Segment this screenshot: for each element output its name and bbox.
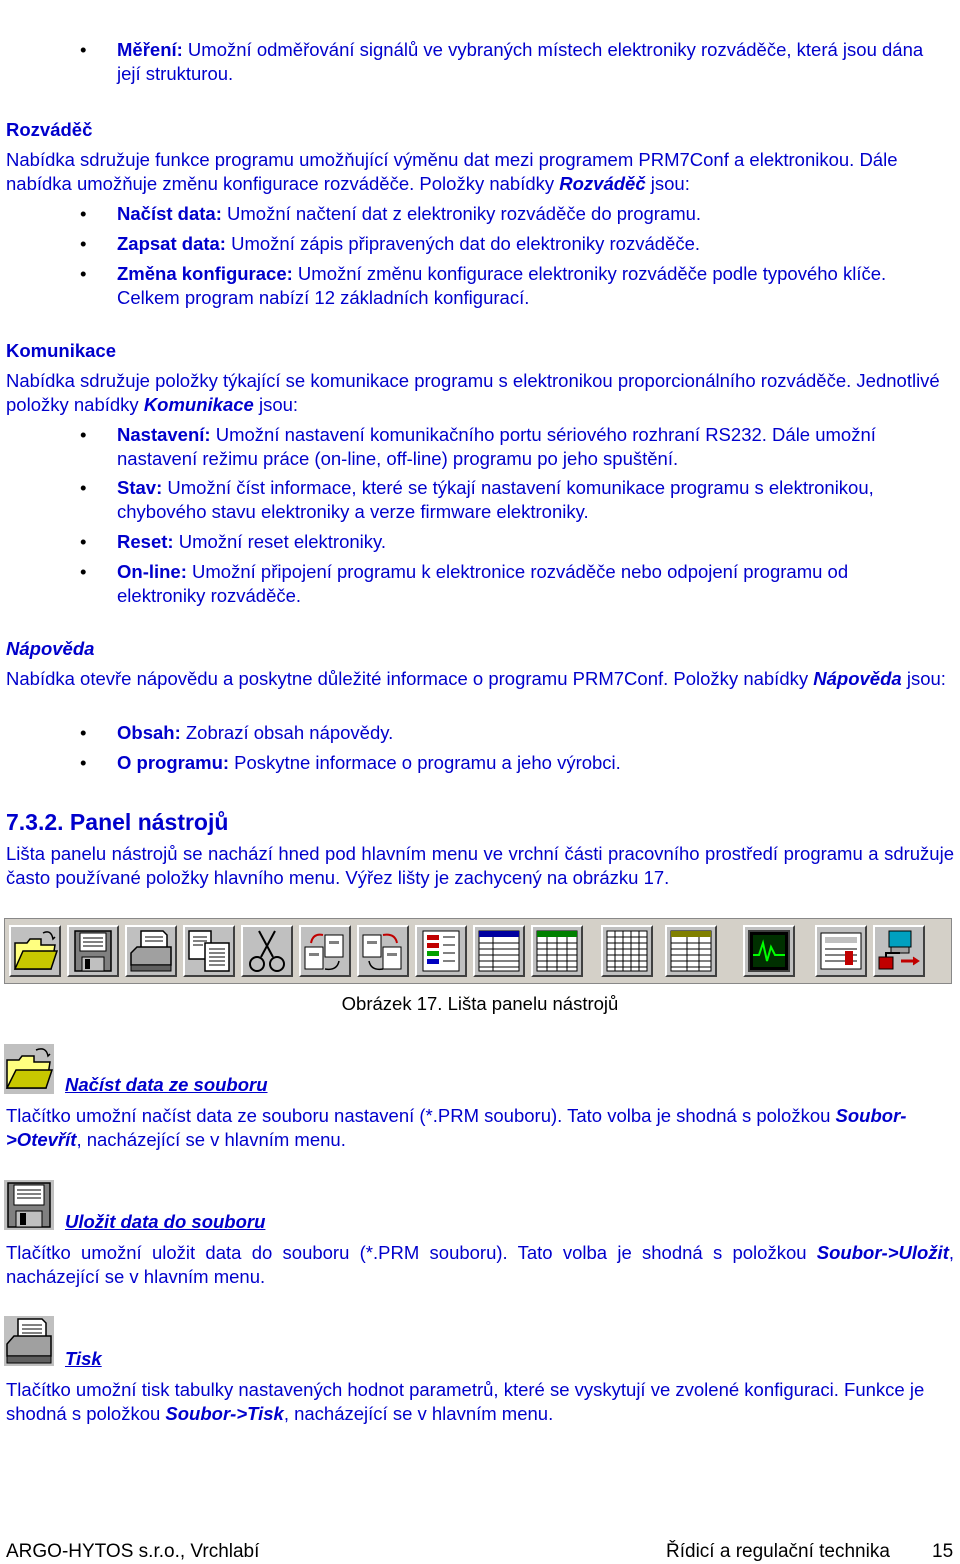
komunikace-paragraph	[6, 369, 954, 417]
item-term: Stav:	[117, 477, 163, 498]
rozvadec-item-zmena	[117, 262, 940, 310]
tisk-paragraph	[6, 1378, 954, 1426]
read-data-icon	[299, 925, 351, 977]
table-icon	[665, 925, 717, 977]
section-paragraph: Lišta panelu nástrojů se nachází hned pod hlavním menu ve vrchní části pracovního prostředí programu a sdružuje často používané položky hlavního menu. Výřez lišty je zachycený na obrázku 17.	[6, 843, 954, 888]
nacist-text-start: Tlačítko umožní načíst data ze souboru nastavení (*.PRM souboru). Tato volba je shodná s položkou	[6, 1105, 836, 1126]
print-icon	[125, 925, 177, 977]
oscilloscope-icon	[743, 925, 795, 977]
item-text: Umožní číst informace, které se týkají nastavení komunikace programu s elektronikou, chybového stavu elektroniky a verze firmware elektroniky.	[117, 477, 874, 522]
item-text: Umožní reset elektroniky.	[173, 531, 387, 552]
rozvadec-item-nacist	[117, 202, 940, 226]
tisk-title: Tisk	[65, 1348, 102, 1369]
item-text: Umožní změnu konfigurace elektroniky rozváděče podle typového klíče. Celkem program nabízí 12 základních konfigurací.	[117, 263, 887, 308]
bullet-dot	[80, 751, 86, 775]
komunikace-item-stav	[117, 476, 940, 524]
napoveda-item-obsah	[117, 721, 940, 745]
tisk-text-term: Soubor->Tisk	[165, 1403, 284, 1424]
napoveda-para-start: Nabídka otevře nápovědu a poskytne důležité informace o programu PRM7Conf. Položky nabídky	[6, 668, 814, 689]
rozvadec-item-zapsat	[117, 232, 940, 256]
komunikace-para-term: Komunikace	[143, 394, 254, 415]
item-text: Poskytne informace o programu a jeho výrobci.	[229, 752, 621, 773]
komunikace-item-nastaveni	[117, 423, 940, 471]
open-folder-icon	[4, 1044, 54, 1094]
footer-subject: Řídicí a regulační technika	[666, 1541, 890, 1562]
ulozit-paragraph	[6, 1241, 954, 1289]
grid-table-icon	[531, 925, 583, 977]
tisk-text-end: , nacházející se v hlavním menu.	[283, 1403, 554, 1424]
item-term: On-line:	[117, 561, 187, 582]
item-text: Umožní zápis připravených dat do elektroniky rozváděče.	[225, 233, 701, 254]
item-term: Nastavení:	[117, 424, 211, 445]
footer-company: ARGO-HYTOS s.r.o., Vrchlabí	[6, 1541, 260, 1562]
mereni-item	[117, 38, 940, 86]
komunikace-item-reset	[117, 530, 940, 554]
bullet-dot	[80, 232, 86, 256]
table-icon	[473, 925, 525, 977]
tisk-text-start: Tlačítko umožní tisk tabulky nastavených hodnot parametrů, které se vyskytují ve zvolené konfiguraci. Funkce je shodná s položkou	[6, 1379, 925, 1424]
mereni-term: Měření:	[117, 39, 183, 60]
ulozit-text-start: Tlačítko umožní uložit data do souboru (*.PRM souboru). Tato volba je shodná s položkou	[6, 1242, 817, 1263]
item-term: Zapsat data:	[117, 233, 226, 254]
measure-chart-icon	[815, 925, 867, 977]
item-term: Reset:	[117, 531, 174, 552]
save-disk-icon	[4, 1180, 54, 1230]
grid-table-icon	[601, 925, 653, 977]
copy-document-icon	[183, 925, 235, 977]
napoveda-para-term: Nápověda	[813, 668, 902, 689]
print-icon	[4, 1316, 54, 1366]
bullet-dot	[80, 38, 86, 62]
bullet-dot	[80, 560, 86, 584]
bullet-dot	[80, 721, 86, 745]
ulozit-text-term: Soubor->Uložit	[816, 1242, 949, 1263]
item-term: Obsah:	[117, 722, 181, 743]
online-connect-icon	[873, 925, 925, 977]
item-text: Umožní nastavení komunikačního portu sériového rozhraní RS232. Dále umožní nastavení režimu práce (on-line, off-line) programu po jeho spuštění.	[117, 424, 876, 469]
item-term: O programu:	[117, 752, 230, 773]
napoveda-heading: Nápověda	[6, 638, 95, 659]
item-term: Změna konfigurace:	[117, 263, 293, 284]
bullet-dot	[80, 530, 86, 554]
rozvadec-para-start: Nabídka sdružuje funkce programu umožňující výměnu dat mezi programem PRM7Conf a elektronikou. Dále nabídka umožňuje změnu konfigurace rozváděče. Položky nabídky	[6, 149, 898, 194]
save-disk-icon	[67, 925, 119, 977]
komunikace-para-end: jsou:	[253, 394, 299, 415]
nacist-paragraph	[6, 1104, 954, 1152]
ulozit-title: Uložit data do souboru	[65, 1211, 266, 1232]
ulozit-text-end: , nacházející se v hlavním menu.	[6, 1242, 954, 1287]
rozvadec-para-term: Rozváděč	[559, 173, 646, 194]
komunikace-heading: Komunikace	[6, 340, 117, 361]
nacist-title: Načíst data ze souboru	[65, 1074, 268, 1095]
rozvadec-para-end: jsou:	[645, 173, 690, 194]
open-folder-icon	[9, 925, 61, 977]
item-text: Zobrazí obsah nápovědy.	[180, 722, 394, 743]
napoveda-item-oprogramu	[117, 751, 940, 775]
rozvadec-paragraph	[6, 148, 954, 196]
napoveda-paragraph	[6, 667, 954, 691]
mereni-text: Umožní odměřování signálů ve vybraných místech elektroniky rozváděče, která jsou dána její strukturou.	[117, 39, 924, 84]
footer-page-number: 15	[932, 1541, 954, 1562]
cut-scissors-icon	[241, 925, 293, 977]
bullet-dot	[80, 202, 86, 226]
write-data-icon	[357, 925, 409, 977]
toolbar-figure	[4, 918, 952, 984]
komunikace-para-start: Nabídka sdružuje položky týkající se komunikace programu s elektronikou proporcionálního rozváděče. Jednotlivé položky nabídky	[6, 370, 940, 415]
figure-caption: Obrázek 17. Lišta panelu nástrojů	[341, 993, 619, 1014]
nacist-text-end: , nacházející se v hlavním menu.	[76, 1129, 346, 1150]
nacist-text-term: Soubor->Otevřít	[6, 1105, 907, 1150]
item-term: Načíst data:	[117, 203, 222, 224]
bullet-dot	[80, 262, 86, 286]
komunikace-item-online	[117, 560, 940, 608]
rozvadec-heading: Rozváděč	[6, 119, 93, 140]
bullet-dot	[80, 476, 86, 500]
napoveda-para-end: jsou:	[901, 668, 946, 689]
section-title: 7.3.2. Panel nástrojů	[6, 809, 229, 835]
configuration-list-icon	[415, 925, 467, 977]
item-text: Umožní připojení programu k elektronice rozváděče nebo odpojení programu od elektroniky rozváděče.	[117, 561, 849, 606]
bullet-dot	[80, 423, 86, 447]
item-text: Umožní načtení dat z elektroniky rozváděče do programu.	[221, 203, 702, 224]
